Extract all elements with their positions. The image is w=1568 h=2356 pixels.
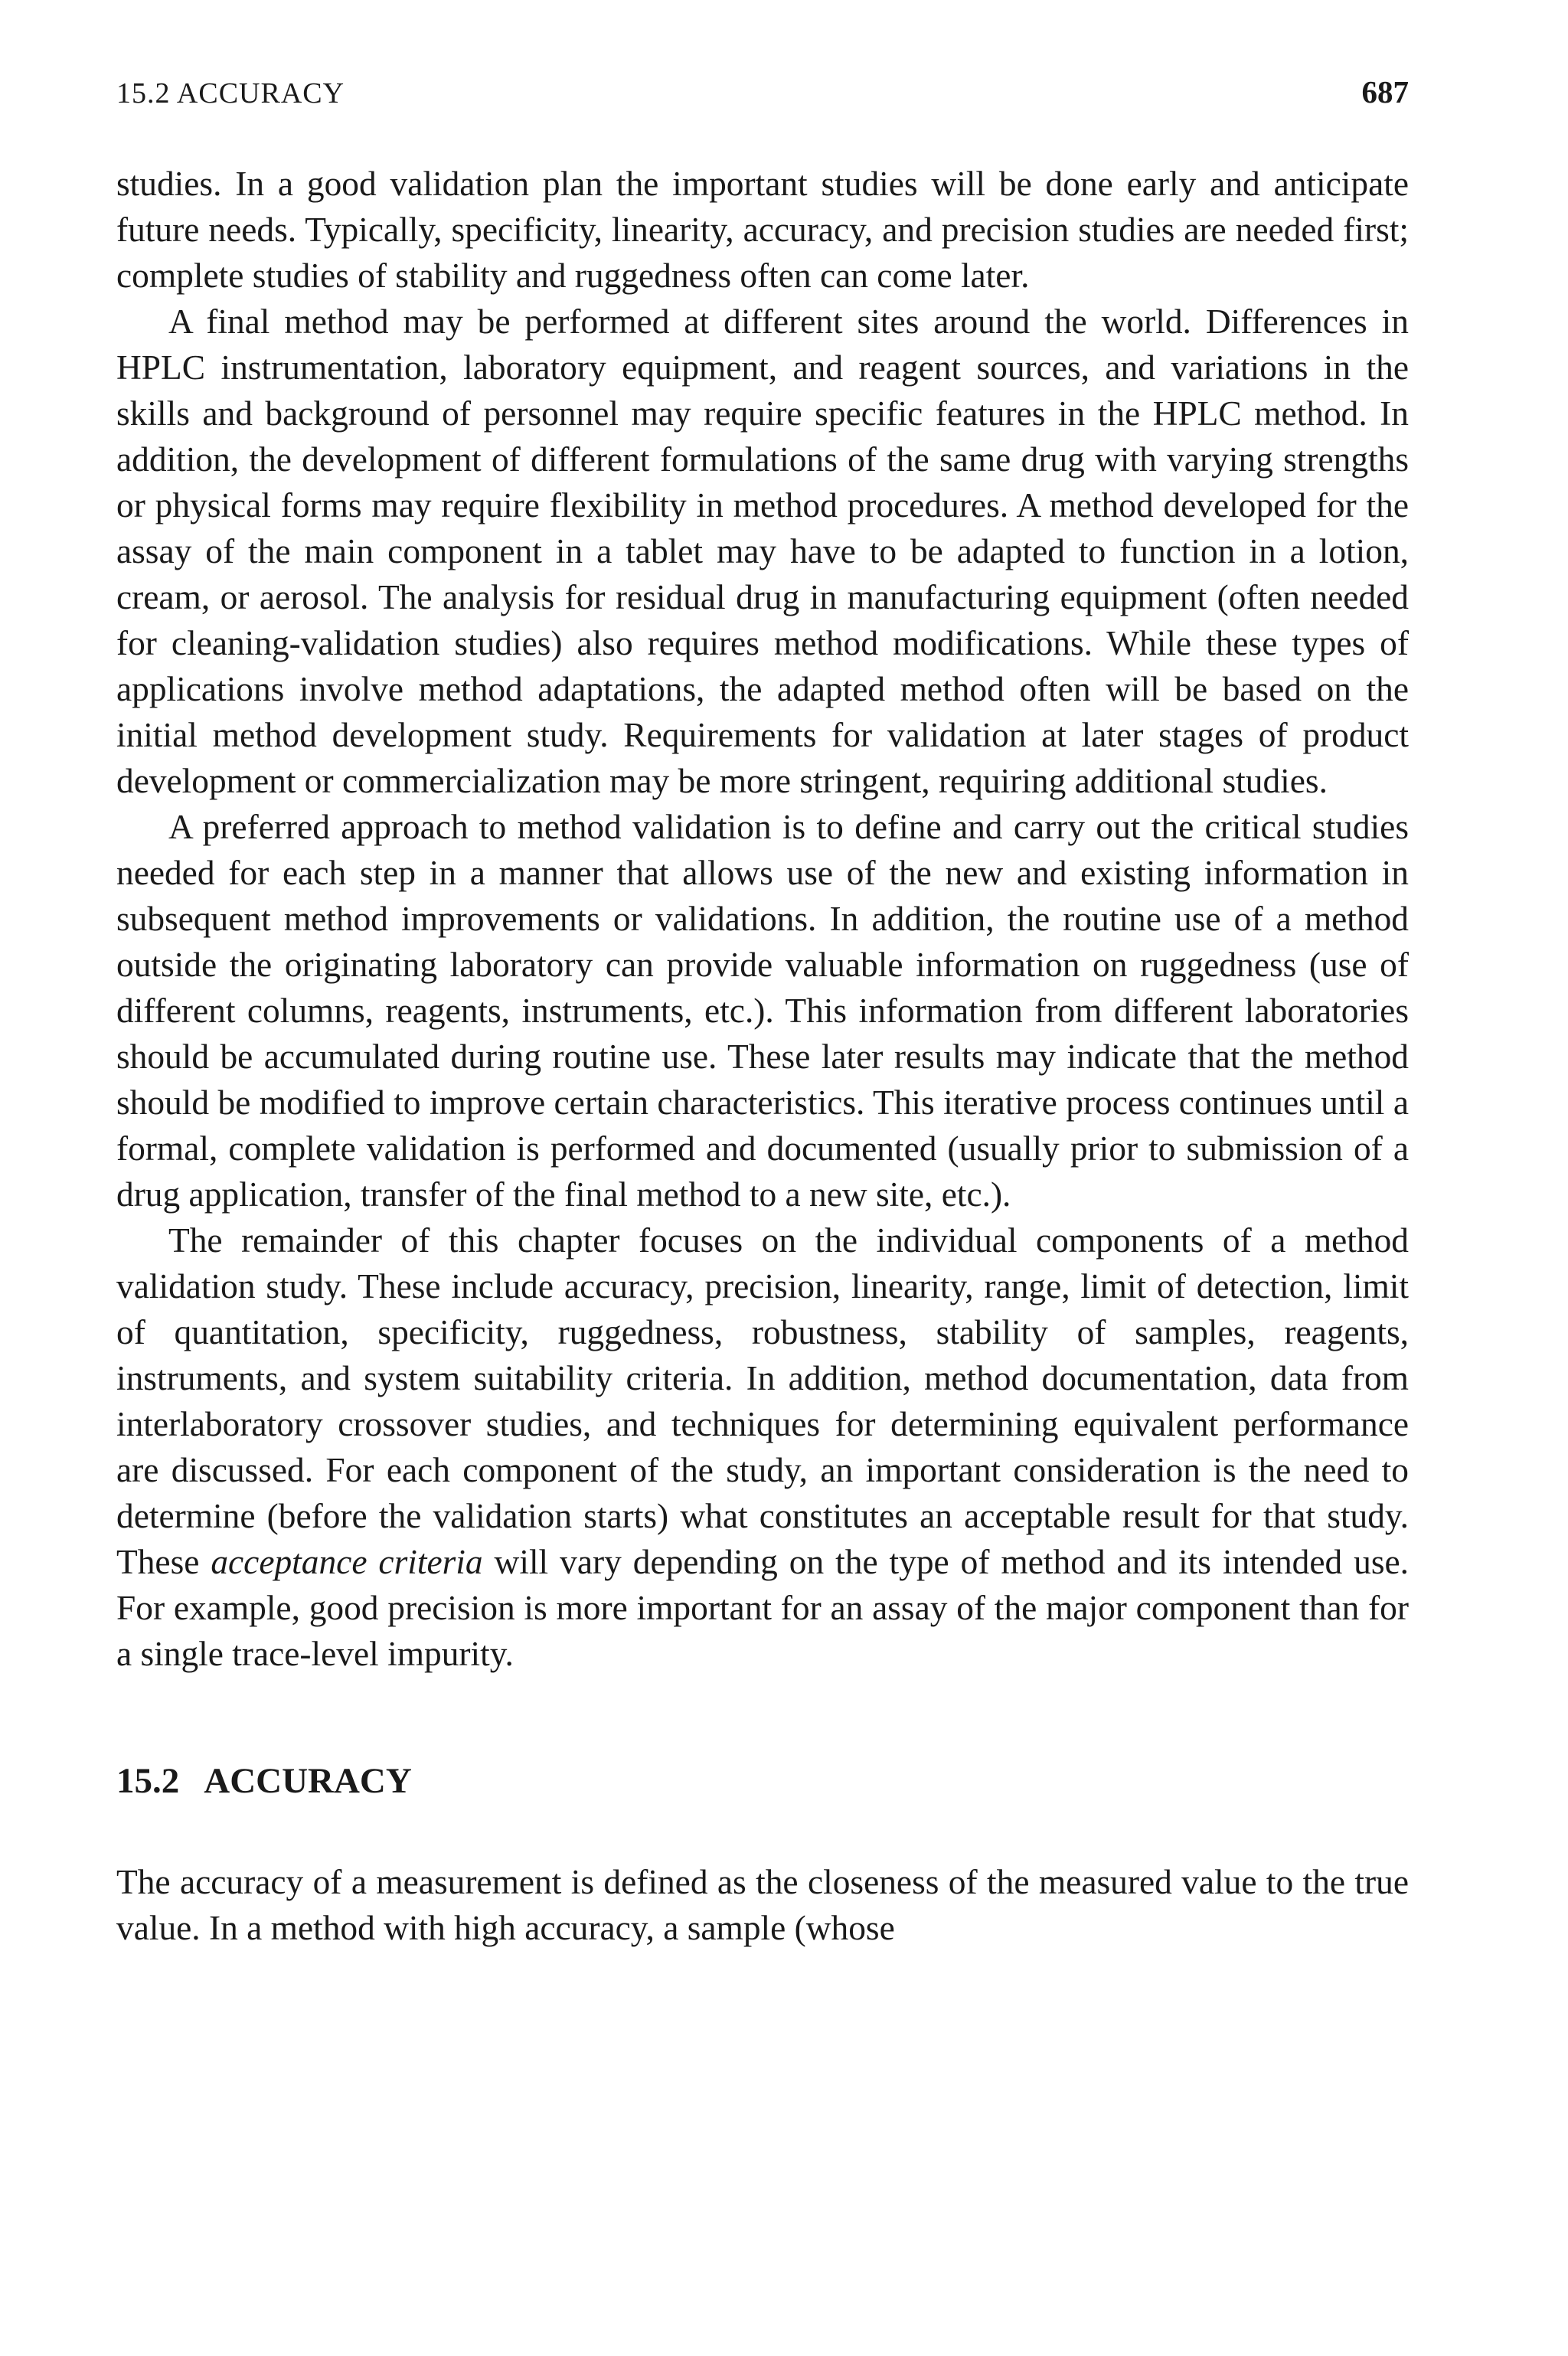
running-title: 15.2 ACCURACY: [116, 77, 345, 109]
paragraph-text: The remainder of this chapter focuses on the individual components of a method validation study. These include accuracy, precision, linearity, range, limit of detection, limit of quantitation, specificity, ruggedness, robustness, stability of samples, reagents, instruments, and system suitability criteria. In addition, method documentation, data from interlaboratory crossover studies, and techniques for determining equivalent performance are discussed. For each component of the study, an important consideration is the need to determine (before the validation starts) what constitutes an acceptable result for that study. These: [116, 1221, 1409, 1581]
paragraph-text: will vary depending on the type of method and its intended use. For example, good precision is more important for an assay of the major component than for a single trace-level impurity.: [116, 1543, 1409, 1673]
page-number: 687: [1361, 74, 1409, 109]
running-header: [116, 74, 1409, 119]
section-body-paragraph: The accuracy of a measurement is defined as the closeness of the measured value to the true value. In a method with high accuracy, a sample (whose: [116, 1863, 1409, 1947]
section-title: ACCURACY: [204, 1761, 412, 1801]
book-page: [116, 74, 1409, 1951]
paragraph-chapter-remainder: [116, 1217, 1409, 1677]
paragraph-preferred-approach: A preferred approach to method validation is to define and carry out the critical studies needed for each step in a manner that allows use of the new and existing information in subsequent method improvements or validations. In addition, the routine use of a method outside the originating laboratory can provide valuable information on ruggedness (use of different columns, reagents, instruments, etc.). This information from different laboratories should be accumulated during routine use. These later results may indicate that the method should be modified to improve certain characteristics. This iterative process continues until a formal, complete validation is performed and documented (usually prior to submission of a drug application, transfer of the final method to a new site, etc.).: [116, 808, 1409, 1214]
section-number: 15.2: [116, 1761, 180, 1801]
section-heading: [116, 1758, 1409, 1804]
paragraph-continuation: studies. In a good validation plan the important studies will be done early and anticipate future needs. Typically, specificity, linearity, accuracy, and precision studies are needed first; complete studies of stability and ruggedness often can come later.: [116, 165, 1409, 295]
paragraph-final-method-sites: A final method may be performed at different sites around the world. Differences in HPLC instrumentation, laboratory equipment, and reagent sources, and variations in the skills and background of personnel may require specific features in the HPLC method. In addition, the development of different formulations of the same drug with varying strengths or physical forms may require flexibility in method procedures. A method developed for the assay of the main component in a tablet may have to be adapted to function in a lotion, cream, or aerosol. The analysis for residual drug in manufacturing equipment (often needed for cleaning-validation studies) also requires method modifications. While these types of applications involve method adaptations, the adapted method often will be based on the initial method development study. Requirements for validation at later stages of product development or commercialization may be more stringent, requiring additional studies.: [116, 302, 1409, 800]
italic-term: acceptance criteria: [211, 1543, 483, 1581]
